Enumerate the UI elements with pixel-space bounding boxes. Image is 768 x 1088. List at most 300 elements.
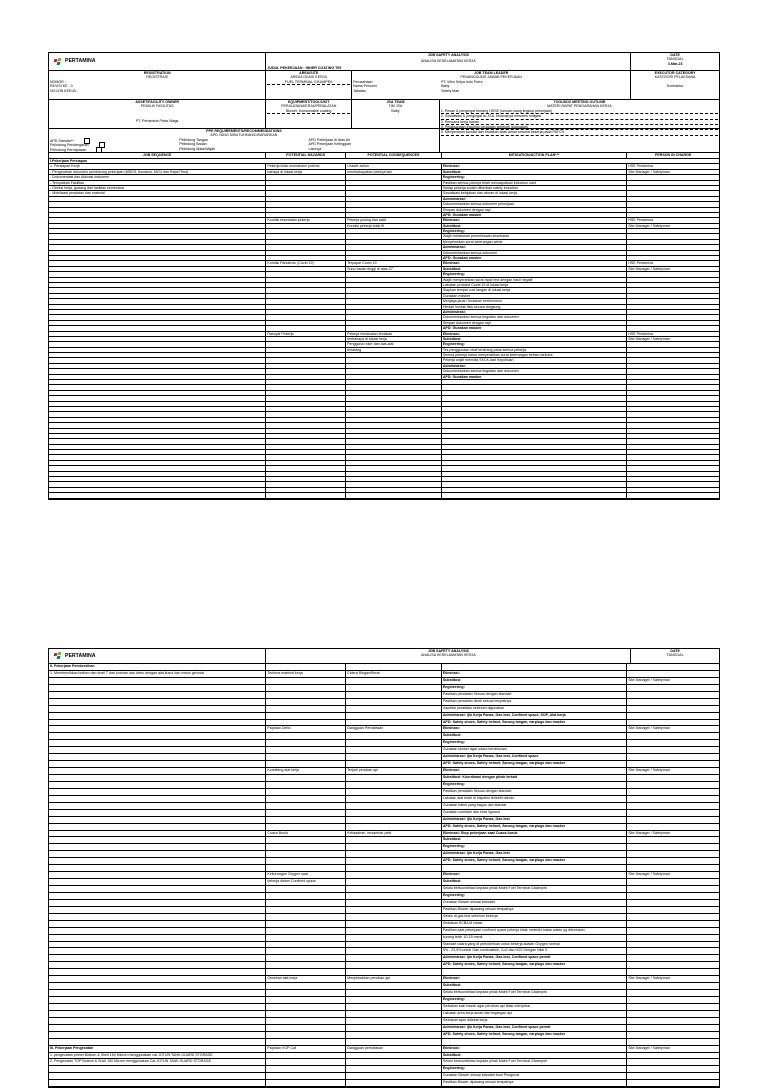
job-sequence-cell xyxy=(49,893,266,899)
mitigation-cell: APD: Gunakan masker xyxy=(442,213,627,217)
mitigation-cell: Lakukan alat telah di inspeksi terlebih dahulu xyxy=(442,796,627,802)
empty-cell xyxy=(442,396,627,400)
empty-cell xyxy=(627,466,719,470)
mitigation-cell: Setiap pekerja sudah diberikan safety induction xyxy=(442,186,627,190)
empty-cell xyxy=(346,396,442,400)
hazard-cell xyxy=(266,229,346,233)
pic-cell xyxy=(627,935,719,941)
date-sublabel: TANGGAL xyxy=(666,57,684,62)
doc-subtitle: ANALISA KESELAMATAN KERJA xyxy=(421,59,476,64)
job-sequence-cell xyxy=(49,747,266,753)
pic-cell xyxy=(627,283,719,287)
hazard-cell xyxy=(266,299,346,303)
pic-cell xyxy=(627,713,719,719)
empty-cell xyxy=(266,439,346,443)
pic-cell xyxy=(627,251,719,255)
table-row xyxy=(49,1025,719,1032)
job-sequence-cell xyxy=(49,342,266,346)
empty-cell xyxy=(346,477,442,481)
job-sequence-cell xyxy=(49,733,266,739)
empty-cell xyxy=(346,434,442,438)
consequence-cell xyxy=(346,879,442,885)
consequence-cell: berbahaya di lokasi kerja xyxy=(346,337,442,341)
job-sequence-cell xyxy=(49,969,266,975)
mitigation-cell: Lakukan protokol Covid 19 di lokasi kerja xyxy=(442,283,627,287)
consequence-cell xyxy=(346,1039,442,1045)
jsa-sheet-page-2 xyxy=(48,648,720,1088)
date-label: DATE xyxy=(670,53,680,57)
hazard-cell: Paparan VOP Cat xyxy=(266,1046,346,1052)
empty-cell xyxy=(346,385,442,389)
ppe-item xyxy=(179,147,308,151)
pic-cell: HSE Pertamina xyxy=(628,261,654,266)
consequence-cell xyxy=(346,364,442,368)
empty-cell xyxy=(49,455,266,459)
empty-cell xyxy=(442,482,627,486)
job-sequence-cell xyxy=(49,976,266,982)
hazard-cell xyxy=(266,358,346,362)
pic-cell xyxy=(627,914,719,920)
empty-cell xyxy=(49,380,266,384)
toolbox-item: 2. Sosialisasi & pengingat isi JSA, khususnya mesures mitigasi xyxy=(441,114,718,119)
hazard-cell xyxy=(266,191,346,195)
ppe-checkbox[interactable] xyxy=(96,147,102,153)
pic-cell xyxy=(627,664,719,670)
jsa-table-page-2 xyxy=(49,664,719,1087)
owner-block xyxy=(49,100,266,128)
empty-cell xyxy=(49,477,266,481)
table-row xyxy=(49,740,719,747)
table-row xyxy=(49,872,719,879)
consequence-cell xyxy=(346,213,442,217)
hazard-cell xyxy=(266,942,346,948)
hazard-cell xyxy=(266,761,346,767)
toolbox-block xyxy=(440,100,719,135)
hazard-cell xyxy=(266,935,346,941)
empty-cell xyxy=(627,423,719,427)
empty-cell xyxy=(266,477,346,481)
registration-sub: REGISTRASI xyxy=(146,75,169,80)
job-sequence-cell xyxy=(49,768,266,774)
hazard-cell xyxy=(266,321,346,325)
table-row xyxy=(49,726,719,733)
table-row xyxy=(49,976,719,983)
job-sequence-cell xyxy=(49,935,266,941)
consequence-cell xyxy=(346,272,442,276)
consequence-cell: Pekerja pusing dan sakit xyxy=(346,218,442,222)
consequence-cell xyxy=(346,369,442,373)
pic-cell xyxy=(627,321,719,325)
mitigation-cell: 5% - 23,5% untuk Gas combustible, Co2 dan H2S Dengan Nilai 0 xyxy=(442,948,627,954)
mitigation-cell: Administrasi: Ijin Kerja Panas, Gas test, Confined space permit xyxy=(442,1025,627,1031)
job-sequence-cell xyxy=(49,851,266,857)
job-sequence-cell xyxy=(49,713,266,719)
logo-2 xyxy=(49,649,266,663)
job-sequence-cell xyxy=(49,208,266,212)
pic-cell xyxy=(627,240,719,244)
hazard-cell: Pekerja tidak memahami potensi xyxy=(266,164,346,168)
pic-cell: Site Manager / Safetyman xyxy=(628,830,670,835)
consequence-cell: Gangguan pernafasan xyxy=(346,1046,442,1052)
hazard-cell: Kondisi kesehatan pekerja xyxy=(266,218,346,222)
job-sequence-cell xyxy=(49,1073,266,1079)
empty-cell xyxy=(627,385,719,389)
pic-cell xyxy=(627,1011,719,1017)
mitigation-cell: Gunakan Blower sesuai standart xyxy=(442,900,627,906)
empty-cell xyxy=(266,423,346,427)
table-row xyxy=(49,664,719,671)
consequence-cell: Terjadi percikan api xyxy=(346,768,442,774)
table-row xyxy=(49,1018,719,1025)
consequence-cell: Kebasahan, tersambar petir xyxy=(346,831,442,837)
consequence-cell xyxy=(346,942,442,948)
consequence-cell xyxy=(346,1080,442,1086)
consequence-cell xyxy=(346,181,442,185)
equipment-block xyxy=(266,100,352,128)
consequence-cell xyxy=(346,692,442,698)
job-sequence-cell xyxy=(49,817,266,823)
pic-cell xyxy=(627,358,719,362)
mitigation-cell: Menyerahkan surat keterangan sehat xyxy=(442,240,627,244)
mitigation-cell: Engineering: xyxy=(442,1066,627,1072)
job-sequence-cell: 1. Persiapan Kerja xyxy=(49,164,266,168)
mitigation-cell: Substitusi: xyxy=(442,224,627,228)
hazard-cell xyxy=(266,983,346,989)
table-row xyxy=(49,858,719,865)
table-row xyxy=(49,775,719,782)
mitigation-cell: Eliminasi: xyxy=(442,261,627,265)
ppe-block xyxy=(49,129,440,152)
table-row xyxy=(49,886,719,893)
job-sequence-cell xyxy=(49,740,266,746)
job-sequence-cell xyxy=(49,310,266,314)
consequence-cell: Menyebabkan percikan api xyxy=(346,976,442,982)
job-sequence-cell xyxy=(49,983,266,989)
pic-cell xyxy=(627,310,719,314)
table-row xyxy=(49,907,719,914)
job-sequence-cell xyxy=(49,299,266,303)
pic-cell xyxy=(627,305,719,309)
pic-cell xyxy=(627,865,719,871)
pic-cell xyxy=(627,990,719,996)
hazard-cell xyxy=(266,305,346,309)
consequence-cell xyxy=(346,747,442,753)
empty-cell xyxy=(442,402,627,406)
pic-cell xyxy=(627,754,719,760)
job-sequence-cell: - Pengecekan dokumen pendukung pekerjaan (MSDS, Asuransi, MCU dan Rapid Test) xyxy=(49,170,266,174)
empty-cell xyxy=(627,434,719,438)
hazard-cell xyxy=(266,893,346,899)
consequence-cell xyxy=(346,872,442,878)
consequence-cell xyxy=(346,1025,442,1031)
mitigation-cell: Wajib menyerahkan surat rapid test dengan hasil negatif xyxy=(442,278,627,282)
mitigation-cell: Tes penggunaan obat terlarang pada semua pekerja xyxy=(442,348,627,352)
table-row xyxy=(49,1059,719,1066)
consequence-cell xyxy=(346,294,442,298)
col-header-mitigation: MITIGATION/ACTION PLAN*** xyxy=(442,153,627,158)
hazard-cell xyxy=(266,810,346,816)
mitigation-cell: Eliminasi: xyxy=(442,726,627,732)
pic-cell: Site Manager / Safetyman xyxy=(628,266,670,271)
pic-cell xyxy=(627,720,719,726)
consequence-cell xyxy=(346,858,442,864)
consequence-cell xyxy=(346,1066,442,1072)
hazard-cell xyxy=(266,224,346,228)
pic-cell xyxy=(627,699,719,705)
job-sequence-cell xyxy=(49,678,266,684)
hazard-cell xyxy=(266,326,346,330)
empty-cell xyxy=(346,439,442,443)
empty-cell xyxy=(49,418,266,422)
job-sequence-cell: II. Pekerjaan Pembersihan xyxy=(49,664,266,670)
empty-cell xyxy=(49,402,266,406)
hazard-cell xyxy=(266,337,346,341)
table-row xyxy=(49,699,719,706)
hazard-cell xyxy=(266,796,346,802)
hazard-cell xyxy=(266,692,346,698)
hazard-cell xyxy=(266,928,346,934)
consequence-cell xyxy=(346,240,442,244)
job-sequence-cell xyxy=(49,278,266,282)
pic-cell xyxy=(627,796,719,802)
hazard-cell xyxy=(266,706,346,712)
job-sequence-cell xyxy=(49,837,266,843)
empty-cell xyxy=(49,429,266,433)
mitigation-cell: Pastikan saat pekerjaan confined space pekerja tidak melebihi batas waktu yg ditentukan xyxy=(442,928,627,934)
table-row xyxy=(49,796,719,803)
nama-label: Nama Personil xyxy=(353,84,377,89)
empty-cell xyxy=(442,434,627,438)
empty-cell xyxy=(266,450,346,454)
hazard-cell xyxy=(266,713,346,719)
job-sequence-cell xyxy=(49,1025,266,1031)
jsa-team-label: JSA TEAM xyxy=(386,100,405,104)
hazard-cell xyxy=(266,914,346,920)
pic-cell xyxy=(627,245,719,249)
consequence-cell xyxy=(346,202,442,206)
hazard-cell xyxy=(266,245,346,249)
consequence-cell xyxy=(346,1073,442,1079)
pic-cell xyxy=(627,997,719,1003)
consequence-cell xyxy=(346,928,442,934)
hazard-cell xyxy=(266,1039,346,1045)
hazard-cell xyxy=(266,1018,346,1024)
job-sequence-cell xyxy=(49,272,266,276)
table-row xyxy=(49,928,719,935)
mitigation-cell: Eliminasi: xyxy=(442,768,627,774)
pic-cell xyxy=(627,685,719,691)
table-row xyxy=(49,1046,719,1053)
pic-cell xyxy=(627,278,719,282)
mitigation-cell: Engineering: xyxy=(442,893,627,899)
consequence-cell xyxy=(346,685,442,691)
doc-subtitle-2: ANALISA KESELAMATAN KERJA xyxy=(421,653,476,658)
empty-cell xyxy=(442,461,627,465)
mitigation-cell: Gunakan kabel yang bagus dan standar xyxy=(442,803,627,809)
empty-cell xyxy=(442,493,627,497)
job-sequence-cell xyxy=(49,962,266,968)
hazard-cell xyxy=(266,310,346,314)
consequence-cell xyxy=(346,256,442,260)
team-leader-label: JOB TEAM LEADER xyxy=(474,71,509,75)
pic-cell xyxy=(627,942,719,948)
consequence-cell xyxy=(346,283,442,287)
table-filler xyxy=(49,380,719,499)
empty-cell xyxy=(346,429,442,433)
mitigation-cell: APD: Gunakan masker xyxy=(442,256,627,260)
date-sublabel-2: TANGGAL xyxy=(666,653,684,658)
pic-cell: Site Manager / Safetyman xyxy=(628,726,670,731)
hazard-cell: Rasuyal Pekerja xyxy=(266,332,346,336)
pic-cell xyxy=(627,761,719,767)
pic-cell xyxy=(627,782,719,788)
hazard-cell xyxy=(266,1025,346,1031)
team-leader-block xyxy=(352,71,631,99)
jabatan-value: Safety Man xyxy=(441,88,460,93)
empty-cell xyxy=(627,445,719,449)
jsa-team-sub: TIM JSA xyxy=(388,104,403,109)
hazard-cell xyxy=(266,1011,346,1017)
pic-cell xyxy=(627,948,719,954)
empty-cell xyxy=(346,418,442,422)
equipment-value: Blower, Konsumable coating xyxy=(267,109,350,114)
mitigation-cell: Pekerja wajib memiliki SKCK dari Kepolisian xyxy=(442,358,627,362)
pic-cell: Site Manager / Safetyman xyxy=(628,872,670,877)
job-sequence-cell xyxy=(49,353,266,357)
table-row xyxy=(49,879,719,886)
hazard-cell xyxy=(266,267,346,271)
hazard-cell: bahaya di lokasi kerja xyxy=(266,170,346,174)
mitigation-cell: Administrasi: xyxy=(442,245,627,249)
hazard-cell xyxy=(266,678,346,684)
consequence-cell xyxy=(346,886,442,892)
pic-cell xyxy=(627,1032,719,1038)
ppe-item-label: APD Standar** xyxy=(50,138,74,143)
job-sequence-cell xyxy=(49,720,266,726)
mitigation-cell: Engineering: xyxy=(442,844,627,850)
pic-cell xyxy=(627,962,719,968)
consequence-cell xyxy=(346,197,442,201)
nomor-label: NOMOR : xyxy=(50,79,66,84)
table-row xyxy=(49,713,719,720)
mitigation-cell: Semua pekerja harus menyerahkan surat keterangan bebas narkoba xyxy=(442,353,627,357)
equipment-label: EQUIPMENT/TOOLS/KIT xyxy=(287,100,330,104)
no-izin-label: NO.IZIN KERJA : xyxy=(50,88,78,93)
mitigation-cell: Engineering: xyxy=(442,175,627,179)
mitigation-cell: Eliminasi: xyxy=(442,218,627,222)
job-sequence-cell xyxy=(49,375,266,379)
empty-cell xyxy=(442,466,627,470)
logo xyxy=(49,53,266,70)
hazard-cell xyxy=(266,213,346,217)
mitigation-cell: Sediakan apar didekat kerja xyxy=(442,1018,627,1024)
pic-cell xyxy=(627,893,719,899)
mitigation-cell: Substitusi: Koordinasi dengan pihak terkait xyxy=(442,775,627,781)
job-sequence-cell xyxy=(49,858,266,864)
area-label: AREA/SITE xyxy=(299,71,319,75)
col-header-hazards: POTENTIAL HAZARDS xyxy=(266,153,346,158)
hazard-cell xyxy=(266,921,346,927)
empty-cell xyxy=(266,407,346,411)
job-sequence-cell: - Direksi kerja, gudang dan fasilitas sementara xyxy=(49,186,266,190)
empty-cell xyxy=(346,493,442,497)
ppe-item-label: Pelindung Pernapasan xyxy=(50,147,87,152)
mitigation-cell: Pastikan peralatan Sesuai dengan standart xyxy=(442,789,627,795)
perusahaan-label: Perusahaan xyxy=(353,79,373,84)
empty-cell xyxy=(627,439,719,443)
consequence-cell xyxy=(346,824,442,830)
job-sequence-cell xyxy=(49,245,266,249)
table-row xyxy=(49,935,719,942)
owner-label: ASSET/FACILITY OWNER xyxy=(135,100,179,104)
empty-cell xyxy=(442,445,627,449)
hazard-cell xyxy=(266,375,346,379)
pertamina-logo-icon xyxy=(54,652,62,660)
mitigation-cell: Standart udara yang di perbolehkan untuk bekerja adalah Oxygen normal xyxy=(442,942,627,948)
hazard-cell xyxy=(266,886,346,892)
pic-cell: Site Manager / Safetyman xyxy=(628,976,670,981)
mitigation-cell: Substitusi: xyxy=(442,267,627,271)
hazard-cell xyxy=(266,288,346,292)
pic-cell xyxy=(627,1025,719,1031)
hazard-cell xyxy=(266,1004,346,1010)
mitigation-cell: Engineering: xyxy=(442,997,627,1003)
pic-cell xyxy=(627,740,719,746)
hazard-cell xyxy=(266,747,346,753)
mitigation-cell: Gunakan contstan dan kinis ligmant xyxy=(442,810,627,816)
hazard-cell xyxy=(266,900,346,906)
job-sequence-cell xyxy=(49,706,266,712)
nama-value: Baby xyxy=(441,84,450,89)
empty-cell xyxy=(627,429,719,433)
consequence-cell xyxy=(346,935,442,941)
mitigation-cell: Substitusi: xyxy=(442,837,627,843)
empty-cell xyxy=(442,429,627,433)
revisi-label: REVISI KE : 0 xyxy=(50,84,73,89)
empty-cell xyxy=(49,450,266,454)
hazard-cell xyxy=(266,186,346,190)
hazard-cell xyxy=(266,364,346,368)
table-row xyxy=(49,692,719,699)
table-row xyxy=(49,865,719,872)
pic-cell: Site Manager / Safetyman xyxy=(628,768,670,773)
mitigation-cell: Administrasi: Ijin Kerja Panas, Gas test, Confined space permit xyxy=(442,955,627,961)
table-row xyxy=(49,733,719,740)
pic-cell xyxy=(627,213,719,217)
ppe-grid xyxy=(50,138,438,151)
pic-cell: Site Manager / Safetyman xyxy=(628,169,670,174)
pic-cell xyxy=(627,175,719,179)
hazard-cell xyxy=(266,907,346,913)
job-sequence-cell xyxy=(49,332,266,336)
job-sequence-cell xyxy=(49,251,266,255)
mitigation-cell: Sosialisasi kebijakan dan aturan di lokasi kerja xyxy=(442,191,627,195)
pic-cell xyxy=(627,900,719,906)
pic-cell xyxy=(627,369,719,373)
hazard-cell: Cuaca Buruk xyxy=(266,831,346,837)
doc-title-2: JOB SAFETY ANALYSIS xyxy=(427,649,469,653)
pic-cell xyxy=(627,837,719,843)
hazard-cell xyxy=(266,740,346,746)
mitigation-cell: Eliminasi: xyxy=(442,332,627,336)
ppe-item-label: APD Pekerjaan Ketinggian xyxy=(308,142,352,147)
header-title-block xyxy=(266,53,631,70)
hazard-cell: Kekurangan Oxygen saat xyxy=(266,872,346,878)
consequence-cell xyxy=(346,251,442,255)
hazard-cell xyxy=(266,272,346,276)
table-row xyxy=(49,678,719,685)
area-block xyxy=(266,71,352,99)
